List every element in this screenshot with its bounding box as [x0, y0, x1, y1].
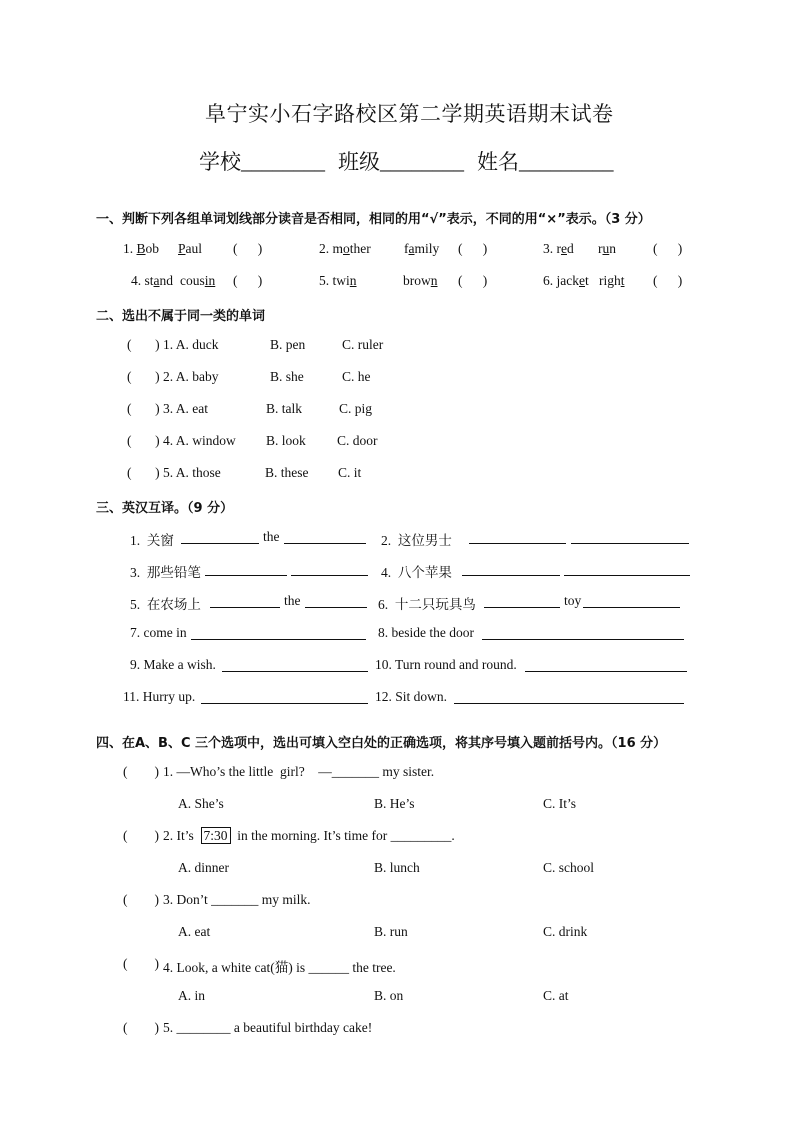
- section-3-heading: 三、英汉互译。（9 分）: [96, 501, 234, 516]
- s3-prompt: 10. Turn round and round.: [375, 657, 517, 672]
- s2-option-c: C. pig: [339, 401, 373, 416]
- s4-option-a: A. eat: [178, 924, 211, 939]
- answer-line[interactable]: [201, 703, 368, 704]
- s4-option-c: C. at: [543, 988, 569, 1003]
- answer-paren[interactable]: ( ): [653, 241, 683, 256]
- s2-question: ( ) 4. A. window: [127, 433, 236, 448]
- answer-paren[interactable]: ( ): [123, 892, 159, 907]
- answer-line[interactable]: [205, 575, 287, 576]
- answer-line[interactable]: [284, 543, 366, 544]
- s2-option-b: B. look: [266, 433, 306, 448]
- s1-item-6: 6. jacket: [543, 273, 589, 288]
- answer-line[interactable]: [571, 543, 689, 544]
- s4-option-a: A. in: [178, 988, 205, 1003]
- s4-question: 2. It’s 7:30 in the morning. It’s time for _________.: [163, 828, 455, 843]
- s3-prompt: 11. Hurry up.: [123, 689, 196, 704]
- s3-word: the: [284, 593, 301, 608]
- section-2-heading: 二、选出不属于同一类的单词: [96, 309, 266, 324]
- s2-option-b: B. these: [265, 465, 309, 480]
- s1-item-3-word2: run: [598, 241, 616, 256]
- s3-prompt: 2. 这位男士: [381, 533, 452, 548]
- s1-item-6-word2: right: [599, 273, 625, 288]
- s4-option-c: C. drink: [543, 924, 588, 939]
- s2-option-b: B. talk: [266, 401, 302, 416]
- answer-line[interactable]: [210, 607, 280, 608]
- s3-prompt: 3. 那些铅笔: [130, 565, 201, 580]
- s4-option-b: B. He’s: [374, 796, 415, 811]
- name-field[interactable]: 姓名_________: [477, 150, 614, 174]
- answer-paren[interactable]: ( ): [233, 241, 263, 256]
- s3-prompt: 4. 八个苹果: [381, 565, 452, 580]
- s2-question: ( ) 2. A. baby: [127, 369, 219, 384]
- s1-item-1-word2: Paul: [178, 241, 203, 256]
- s3-prompt: 1. 关窗: [130, 533, 174, 548]
- s2-question: ( ) 5. A. those: [127, 465, 221, 480]
- s3-word: the: [263, 529, 280, 544]
- s4-option-a: A. dinner: [178, 860, 229, 875]
- answer-paren[interactable]: ( ): [458, 241, 488, 256]
- s1-item-4: 4. stand: [131, 273, 174, 288]
- s1-item-2: 2. mother: [319, 241, 371, 256]
- answer-line[interactable]: [482, 639, 684, 640]
- s1-item-5: 5. twin: [319, 273, 357, 288]
- section-4-heading: 四、在A、B、C 三个选项中，选出可填入空白处的正确选项，将其序号填入题前括号内。（16 分）: [96, 736, 667, 751]
- answer-line[interactable]: [469, 543, 566, 544]
- answer-line[interactable]: [222, 671, 368, 672]
- s4-option-b: B. on: [374, 988, 404, 1003]
- answer-line[interactable]: [583, 607, 680, 608]
- s4-option-c: C. It’s: [543, 796, 577, 811]
- s2-question: ( ) 3. A. eat: [127, 401, 208, 416]
- answer-line[interactable]: [454, 703, 684, 704]
- answer-line[interactable]: [181, 543, 259, 544]
- s2-question: ( ) 1. A. duck: [127, 337, 219, 352]
- s2-option-c: C. ruler: [342, 337, 384, 352]
- s4-option-a: A. She’s: [178, 796, 224, 811]
- class-field[interactable]: 班级________: [338, 150, 464, 174]
- answer-paren[interactable]: ( ): [123, 956, 159, 971]
- s3-prompt: 7. come in: [130, 625, 187, 640]
- section-1-heading: 一、判断下列各组单词划线部分读音是否相同，相同的用“√”表示，不同的用“×”表示。（3 分）: [96, 212, 651, 227]
- answer-line[interactable]: [305, 607, 367, 608]
- answer-paren[interactable]: ( ): [123, 828, 159, 843]
- s1-item-1: 1. Bob: [123, 241, 160, 256]
- s2-option-b: B. she: [270, 369, 304, 384]
- answer-paren[interactable]: ( ): [653, 273, 683, 288]
- s4-question: 4. Look, a white cat(猫) is ______ the tree.: [163, 960, 396, 975]
- page-title: 阜宁实小石字路校区第二学期英语期末试卷: [205, 102, 614, 126]
- s1-item-4-word2: cousin: [180, 273, 216, 288]
- s2-option-c: C. it: [338, 465, 362, 480]
- s2-option-b: B. pen: [270, 337, 306, 352]
- school-field[interactable]: 学校________: [199, 150, 325, 174]
- answer-line[interactable]: [291, 575, 368, 576]
- answer-paren[interactable]: ( ): [458, 273, 488, 288]
- s3-prompt: 5. 在农场上: [130, 597, 201, 612]
- s3-prompt: 8. beside the door: [378, 625, 474, 640]
- answer-paren[interactable]: ( ): [123, 1020, 159, 1035]
- answer-line[interactable]: [462, 575, 560, 576]
- answer-line[interactable]: [191, 639, 366, 640]
- answer-line[interactable]: [564, 575, 690, 576]
- s4-question: 3. Don’t _______ my milk.: [163, 892, 311, 907]
- time-box: 7:30: [201, 827, 231, 844]
- s1-item-2-word2: family: [404, 241, 440, 256]
- answer-line[interactable]: [484, 607, 560, 608]
- s1-item-5-word2: brown: [403, 273, 438, 288]
- s3-word: toy: [564, 593, 582, 608]
- s4-option-b: B. run: [374, 924, 408, 939]
- s4-question: 1. —Who’s the little girl? —_______ my sister.: [163, 764, 435, 779]
- s1-item-3: 3. red: [543, 241, 574, 256]
- s4-question: 5. ________ a beautiful birthday cake!: [163, 1020, 373, 1035]
- s4-option-c: C. school: [543, 860, 595, 875]
- s2-option-c: C. door: [337, 433, 378, 448]
- answer-paren[interactable]: ( ): [233, 273, 263, 288]
- answer-line[interactable]: [525, 671, 687, 672]
- s3-prompt: 6. 十二只玩具鸟: [378, 597, 476, 612]
- s3-prompt: 9. Make a wish.: [130, 657, 216, 672]
- s3-prompt: 12. Sit down.: [375, 689, 448, 704]
- s4-option-b: B. lunch: [374, 860, 420, 875]
- s2-option-c: C. he: [342, 369, 371, 384]
- answer-paren[interactable]: ( ): [123, 764, 159, 779]
